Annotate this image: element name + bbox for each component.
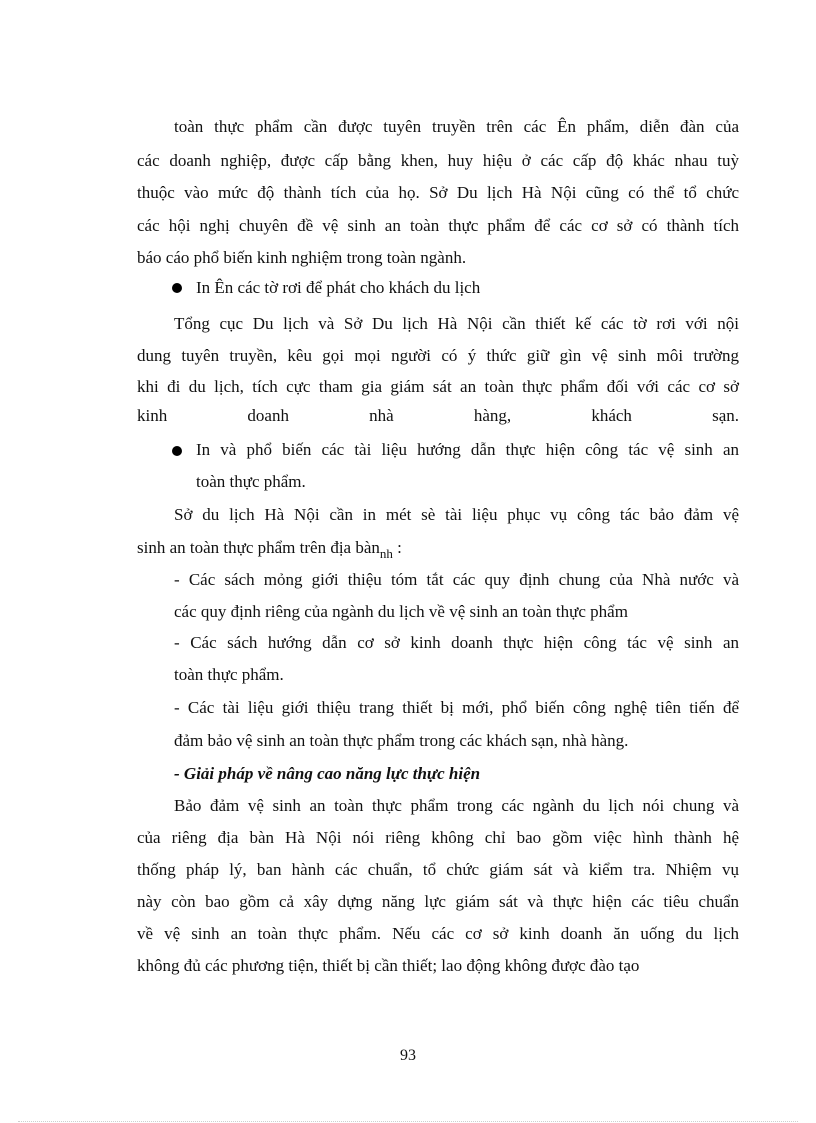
text-line: dung tuyên truyền, kêu gọi mọi người có ý thức giữ gìn vệ sinh môi trường (137, 346, 739, 365)
text-segment: : (392, 538, 402, 557)
text-line: Tổng cục Du lịch và Sở Du lịch Hà Nội cần thiết kế các tờ rơi với nội (174, 314, 739, 333)
list-item: - Các tài liệu giới thiệu trang thiết bị mới, phổ biến công nghệ tiên tiến để (174, 698, 739, 717)
spread-word: sạn. (712, 406, 739, 425)
section-heading: - Giải pháp về nâng cao năng lực thực hiện (174, 764, 481, 783)
text-line: các hội nghị chuyên đề vệ sinh an toàn thực phẩm để các cơ sở có thành tích (137, 216, 739, 235)
spread-word: nhà (369, 406, 394, 425)
bullet-icon (172, 283, 182, 293)
text-line: báo cáo phổ biến kinh nghiệm trong toàn ngành. (137, 248, 467, 267)
list-item: - Các sách mỏng giới thiệu tóm tắt các quy định chung của Nhà nước và (174, 570, 739, 589)
spread-line (137, 405, 739, 427)
spread-word: hàng, (473, 406, 512, 425)
text-line: không đủ các phương tiện, thiết bị cần thiết; lao động không được đào tạo (137, 956, 640, 975)
text-line: này còn bao gồm cả xây dựng năng lực giám sát và thực hiện các tiêu chuẩn (137, 892, 739, 911)
text-line: Bảo đảm vệ sinh an toàn thực phẩm trong các ngành du lịch nói chung và (174, 796, 739, 815)
list-item: - Các sách hướng dẫn cơ sở kinh doanh thực hiện công tác vệ sinh an (174, 633, 739, 652)
bullet-text: In Ên các tờ rơi để phát cho khách du lịch (196, 278, 481, 297)
list-item: đảm bảo vệ sinh an toàn thực phẩm trong các khách sạn, nhà hàng. (174, 731, 629, 750)
text-line: các doanh nghiệp, được cấp bằng khen, huy hiệu ở các cấp độ khác nhau tuỳ (137, 151, 739, 170)
text-line (137, 537, 739, 560)
text-line: khi đi du lịch, tích cực tham gia giám sát an toàn thực phẩm đối với các cơ sở (137, 377, 739, 396)
spread-word: khách (591, 406, 632, 425)
subscript-text: nh (379, 546, 393, 561)
bullet-icon (172, 446, 182, 456)
page-bottom-divider (18, 1121, 798, 1122)
spread-word: doanh (247, 406, 289, 425)
text-line: của riêng địa bàn Hà Nội nói riêng không chỉ bao gồm việc hình thành hệ (137, 828, 739, 847)
text-line: về vệ sinh an toàn thực phẩm. Nếu các cơ sở kinh doanh ăn uống du lịch (137, 924, 739, 943)
spread-word: kinh (137, 406, 168, 425)
text-line: thống pháp lý, ban hành các chuẩn, tổ chức giám sát và kiểm tra. Nhiệm vụ (137, 860, 739, 879)
list-item: các quy định riêng của ngành du lịch về vệ sinh an toàn thực phẩm (174, 602, 628, 621)
page-number: 93 (400, 1047, 416, 1064)
bullet-text: In và phổ biến các tài liệu hướng dẫn thực hiện công tác vệ sinh an (196, 440, 739, 459)
text-line: Sở du lịch Hà Nội cần in mét sè tài liệu phục vụ công tác bảo đảm vệ (174, 505, 739, 524)
text-line: thuộc vào mức độ thành tích của họ. Sở Du lịch Hà Nội cũng có thể tổ chức (137, 183, 739, 202)
text-segment: sinh an toàn thực phẩm trên địa bàn (137, 538, 380, 557)
list-item: toàn thực phẩm. (174, 665, 284, 684)
bullet-text: toàn thực phẩm. (196, 472, 306, 491)
text-line: toàn thực phẩm cần được tuyên truyền trên các Ên phẩm, diễn đàn của (174, 117, 739, 136)
